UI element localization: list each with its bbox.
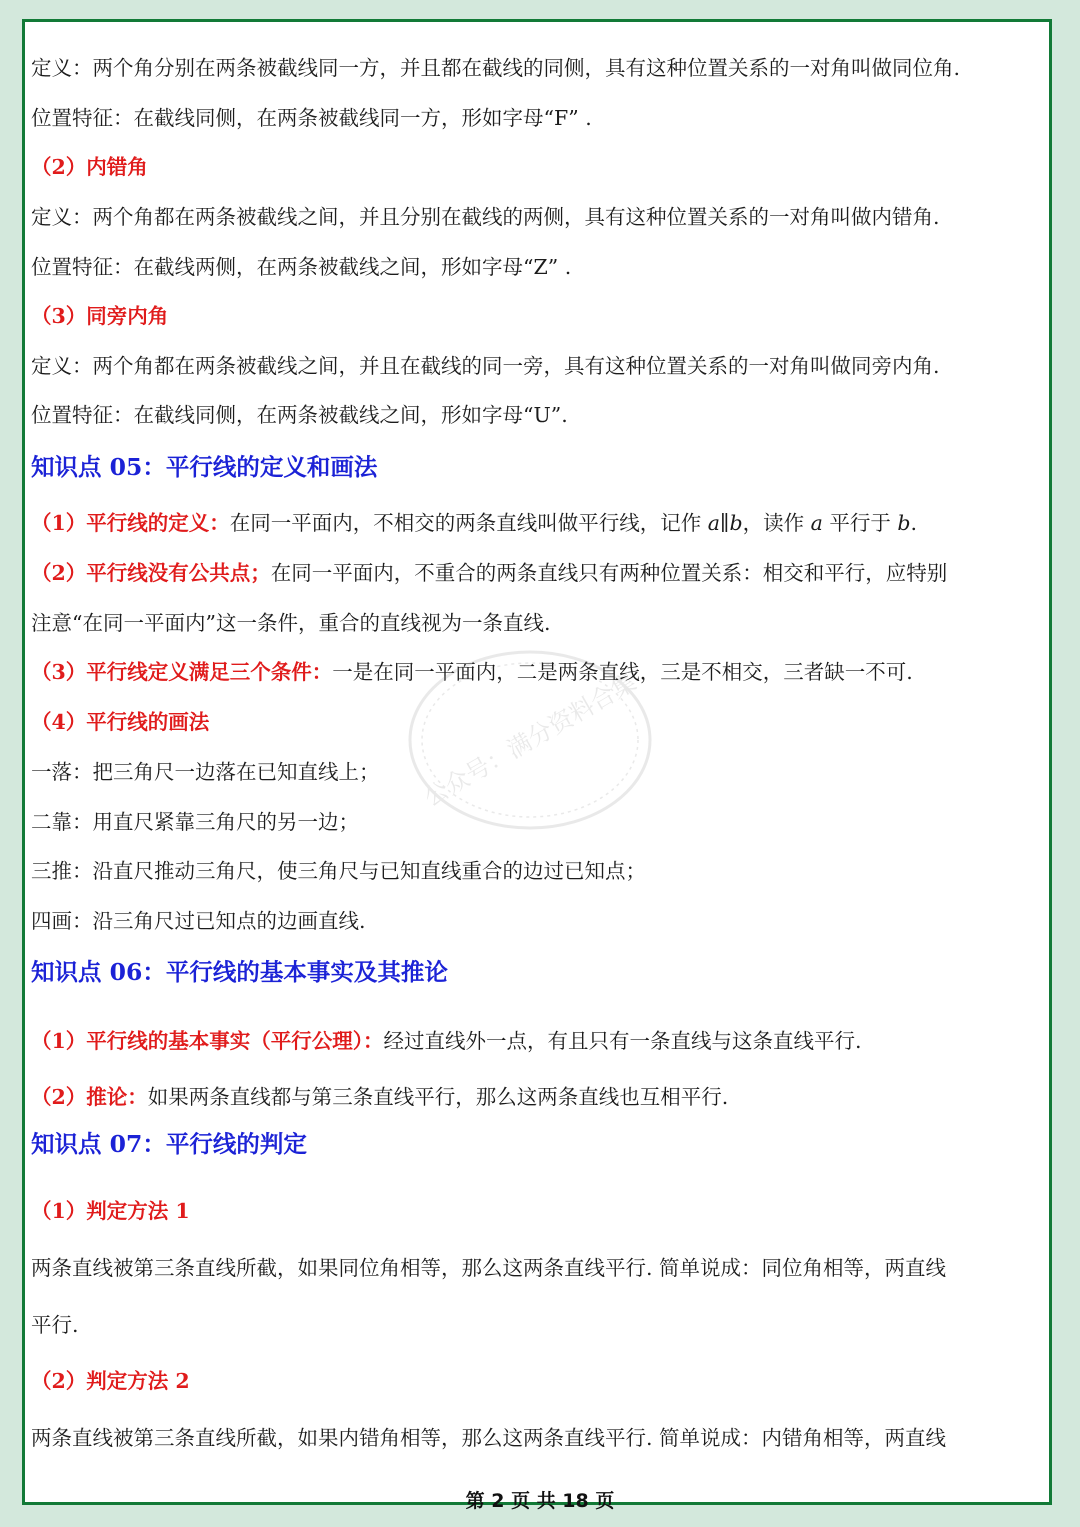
section-heading: 知识点 05：平行线的定义和画法 [31, 453, 378, 481]
body-line: 定义：两个角都在两条被截线之间，并且在截线的同一旁，具有这种位置关系的一对角叫做同旁内角. [31, 354, 940, 378]
body-line: 位置特征：在截线两侧，在两条被截线之间，形如字母“Z” . [31, 255, 572, 279]
body-line: （1）平行线的基本事实（平行公理）：经过直线外一点，有且只有一条直线与这条直线平行. [31, 1029, 862, 1053]
body-line: （2）推论：如果两条直线都与第三条直线平行，那么这两条直线也互相平行. [31, 1085, 729, 1109]
body-line: 一落：把三角尺一边落在已知直线上； [31, 760, 380, 784]
body-line: 两条直线被第三条直线所截，如果内错角相等，那么这两条直线平行. 简单说成：内错角相等，两直线 [31, 1426, 947, 1450]
section-label: （3）同旁内角 [31, 304, 169, 328]
section-label: （4）平行线的画法 [31, 710, 210, 734]
body-line: 定义：两个角分别在两条被截线同一方，并且都在截线的同侧，具有这种位置关系的一对角叫做同位角. [31, 56, 961, 80]
section-heading: 知识点 06：平行线的基本事实及其推论 [31, 958, 448, 986]
body-line: 位置特征：在截线同侧，在两条被截线同一方，形如字母“F” . [31, 106, 592, 130]
body-line: 位置特征：在截线同侧，在两条被截线之间，形如字母“U”. [31, 403, 568, 427]
body-line: （3）平行线定义满足三个条件：一是在同一平面内，二是两条直线，三是不相交，三者缺一不可. [31, 660, 913, 684]
body-line: 注意“在同一平面内”这一条件，重合的直线视为一条直线. [31, 611, 551, 635]
body-line: 二靠：用直尺紧靠三角尺的另一边； [31, 810, 359, 834]
page-number: 第 2 页 共 18 页 [465, 1490, 615, 1512]
body-line: 三推：沿直尺推动三角尺，使三角尺与已知直线重合的边过已知点； [31, 859, 646, 883]
section-label: （2）判定方法 2 [31, 1369, 190, 1393]
body-line: 两条直线被第三条直线所截，如果同位角相等，那么这两条直线平行. 简单说成：同位角相等，两直线 [31, 1256, 947, 1280]
body-line: （1）平行线的定义：在同一平面内，不相交的两条直线叫做平行线，记作 a∥b，读作 a 平行于 b. [31, 511, 918, 535]
body-line: 定义：两个角都在两条被截线之间，并且分别在截线的两侧，具有这种位置关系的一对角叫做内错角. [31, 205, 940, 229]
section-label: （2）内错角 [31, 155, 148, 179]
section-heading: 知识点 07：平行线的判定 [31, 1130, 307, 1158]
body-line: （2）平行线没有公共点；在同一平面内，不重合的两条直线只有两种位置关系：相交和平行，应特别 [31, 561, 948, 585]
body-line: 四画：沿三角尺过已知点的边画直线. [31, 909, 366, 933]
body-line: 平行. [31, 1313, 79, 1337]
section-label: （1）判定方法 1 [31, 1199, 190, 1223]
